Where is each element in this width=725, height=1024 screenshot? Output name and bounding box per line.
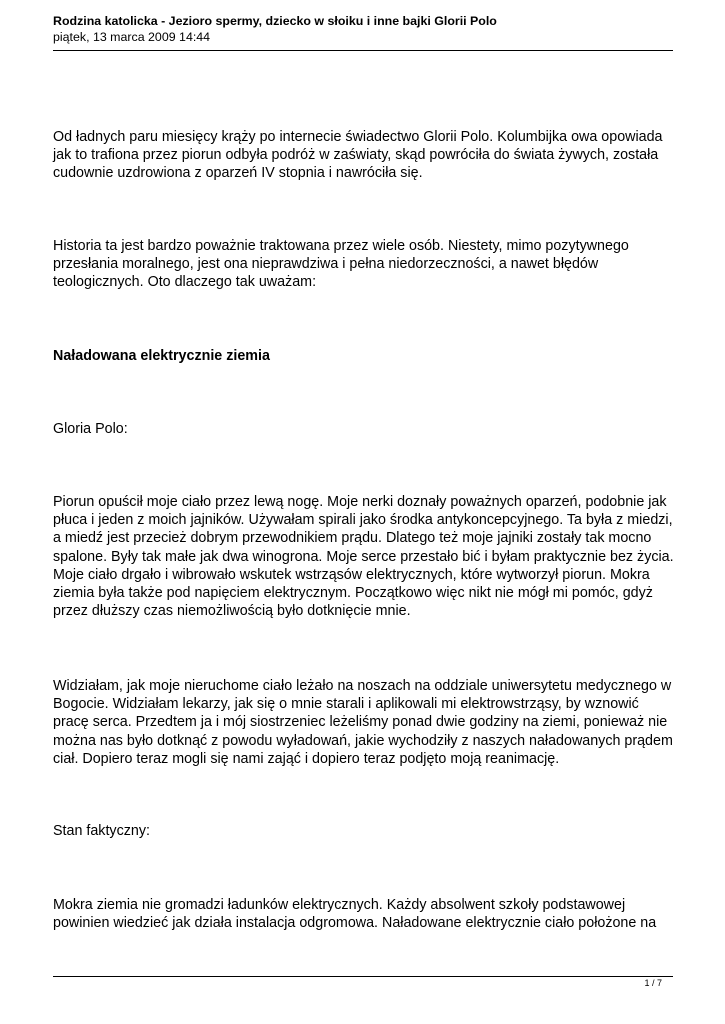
quote-paragraph-2: Widziałam, jak moje nieruchome ciało leżało na noszach na oddziale uniwersytetu medycznego w Bogocie. Widziałam lekarzy, jak się o mnie starali i aplikowali mi elektrowstrząsy, by wznowić pracę serca. Przedtem ja i mój siostrzeniec leżeliśmy ponad dwie godziny na ziemi, ponieważ nie można nas było dotknąć z powodu wyładowań, jakie wychodziły z naszych naładowanych prądem ciał. Dopiero teraz mogli się nami zająć i dopiero teraz podjęto moją reanimację.: [53, 678, 673, 767]
quote-label: Gloria Polo:: [53, 421, 128, 437]
page-header: [53, 13, 673, 45]
quote-paragraph-1: Piorun opuścił moje ciało przez lewą nogę. Moje nerki doznały poważnych oparzeń, podobnie jak płuca i jeden z moich jajników. Używałam spirali jako środka antykoncepcyjnego. Ta była z miedzi, a miedź jest przecież dobrym przewodnikiem prądu. Dlatego też moje jajniki zostały tak mocno spalone. Były tak małe jak dwa winogrona. Moje serce przestało bić i byłam praktycznie bez życia. Moje ciało drgało i wibrowało wskutek wstrząsów elektrycznych, które wytworzył piorun. Mokra ziemia była także pod napięciem elektrycznym. Początkowo więc nikt nie mógł mi pomóc, gdyż przez dłuższy czas niemożliwością było dotknięcie mnie.: [53, 494, 674, 620]
page-number: 1 / 7: [644, 978, 662, 988]
document-date: piątek, 13 marca 2009 14:44: [53, 30, 211, 44]
footer-divider: [53, 976, 673, 977]
section-heading: Naładowana elektrycznie ziemia: [53, 348, 270, 364]
second-paragraph: Historia ta jest bardzo poważnie traktowana przez wiele osób. Niestety, mimo pozytywnego przesłania moralnego, jest ona nieprawdziwa i pełna niedorzeczności, a nawet błędów teologicznych. Oto dlaczego tak uważam:: [53, 238, 629, 291]
document-title: Rodzina katolicka - Jezioro spermy, dziecko w słoiku i inne bajki Glorii Polo: [53, 14, 497, 28]
header-divider: [53, 50, 673, 51]
intro-paragraph: Od ładnych paru miesięcy krąży po internecie świadectwo Glorii Polo. Kolumbijka owa opowiada jak to trafiona przez piorun odbyła podróż w zaświaty, skąd powróciła do świata żywych, została cudownie uzdrowiona z oparzeń IV stopnia i nawróciła się.: [53, 129, 663, 182]
facts-label: Stan faktyczny:: [53, 823, 150, 839]
facts-paragraph: Mokra ziemia nie gromadzi ładunków elektrycznych. Każdy absolwent szkoły podstawowej powinien wiedzieć jak działa instalacja odgromowa. Naładowane elektrycznie ciało położone na: [53, 897, 657, 932]
